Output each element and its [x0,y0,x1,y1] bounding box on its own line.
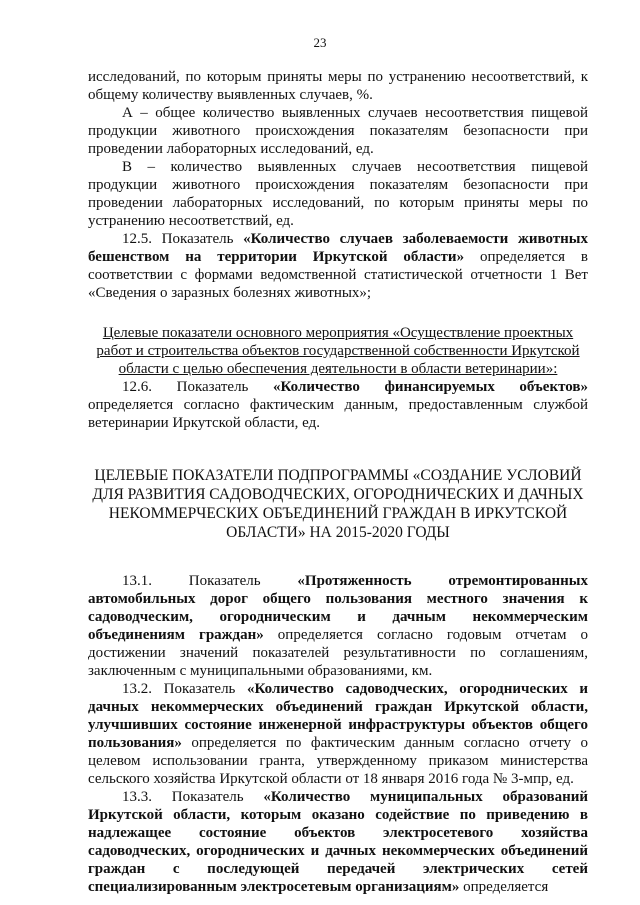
paragraph-12-5: 12.5. Показатель «Количество случаев заболеваемости животных бешенством на территории Иркутской области» определяется в соответствии с формами ведомственной статистической отчетности 1 Вет «Сведения о заразных болезнях животных»; [88,231,588,301]
paragraph-2: А – общее количество выявленных случаев несоответствия пищевой продукции животного происхождения показателям безопасности при проведении лабораторных исследований, ед. [88,105,588,157]
paragraph-12-6: 12.6. Показатель «Количество финансируемых объектов» определяется согласно фактическим данным, предоставленным службой ветеринарии Иркутской области, ед. [88,379,588,431]
section-heading-underlined: Целевые показатели основного мероприятия «Осуществление проектных работ и строительства объектов государственной собственности Иркутской области с целью обеспечения деятельности в области ветеринарии»: [96,325,580,377]
subprogram-heading: ЦЕЛЕВЫЕ ПОКАЗАТЕЛИ ПОДПРОГРАММЫ «СОЗДАНИЕ УСЛОВИЙ ДЛЯ РАЗВИТИЯ САДОВОДЧЕСКИХ, ОГОРОДНИЧЕСКИХ И ДАЧНЫХ НЕКОММЕРЧЕСКИХ ОБЪЕДИНЕНИЙ ГРАЖДАН В ИРКУТСКОЙ ОБЛАСТИ» НА 2015-2020 ГОДЫ [92,467,584,541]
paragraph-13-2: 13.2. Показатель «Количество садоводческих, огороднических и дачных некоммерческих объединений граждан Иркутской области, улучшивших состояние инженерной инфраструктуры объектов общего пользования» определяется по фактическим данным согласно отчету о целевом использовании гранта, утвержденному приказом министерства сельского хозяйства Иркутской области от 18 января 2016 года № 3-мпр, ед. [88,681,589,787]
document-body [88,68,588,896]
bold-indicator-name: «Количество случаев заболеваемости животных бешенством на территории Иркутской области» [88,231,588,265]
paragraph-13-1: 13.1. Показатель «Протяженность отремонтированных автомобильных дорог общего пользования местного значения к садоводческим, огородническим и дачным некоммерческим объединениям граждан» определяется согласно годовым отчетам о достижении значений показателей результативности по соглашениям, заключенным с муниципальными образованиями, км. [88,573,588,679]
page-number: 23 [313,35,327,50]
bold-indicator-name: «Протяженность отремонтированных автомобильных дорог общего пользования местного значения к садоводческим, огородническим и дачным некоммерческим объединениям граждан» [88,573,588,643]
bold-indicator-name: «Количество садоводческих, огороднических и дачных некоммерческих объединений граждан Иркутской области, улучшивших состояние инженерной инфраструктуры объектов общего пользования» [88,681,589,751]
bold-indicator-name: «Количество финансируемых объектов» [273,379,588,395]
paragraph-3: В – количество выявленных случаев несоответствия пищевой продукции животного происхождения показателям безопасности при проведении лабораторных исследований, по которым приняты меры по устранению несоответствий, ед. [88,159,588,229]
paragraph-13-3: 13.3. Показатель «Количество муниципальных образований Иркутской области, которым оказано содействие по приведению в надлежащее состояние объектов электросетевого хозяйства садоводческих, огороднических и дачных некоммерческих объединений граждан с последующей передачей электрических сетей специализированным электросетевым организациям» определяется [88,789,588,895]
bold-indicator-name: «Количество муниципальных образований Иркутской области, которым оказано содействие по приведению в надлежащее состояние объектов электросетевого хозяйства садоводческих, огороднических и дачных некоммерческих объединений граждан с последующей передачей электрических сетей специализированным электросетевым организациям» [88,789,588,895]
paragraph-1: исследований, по которым приняты меры по устранению несоответствий, к общему количеству выявленных случаев, %. [88,69,588,103]
